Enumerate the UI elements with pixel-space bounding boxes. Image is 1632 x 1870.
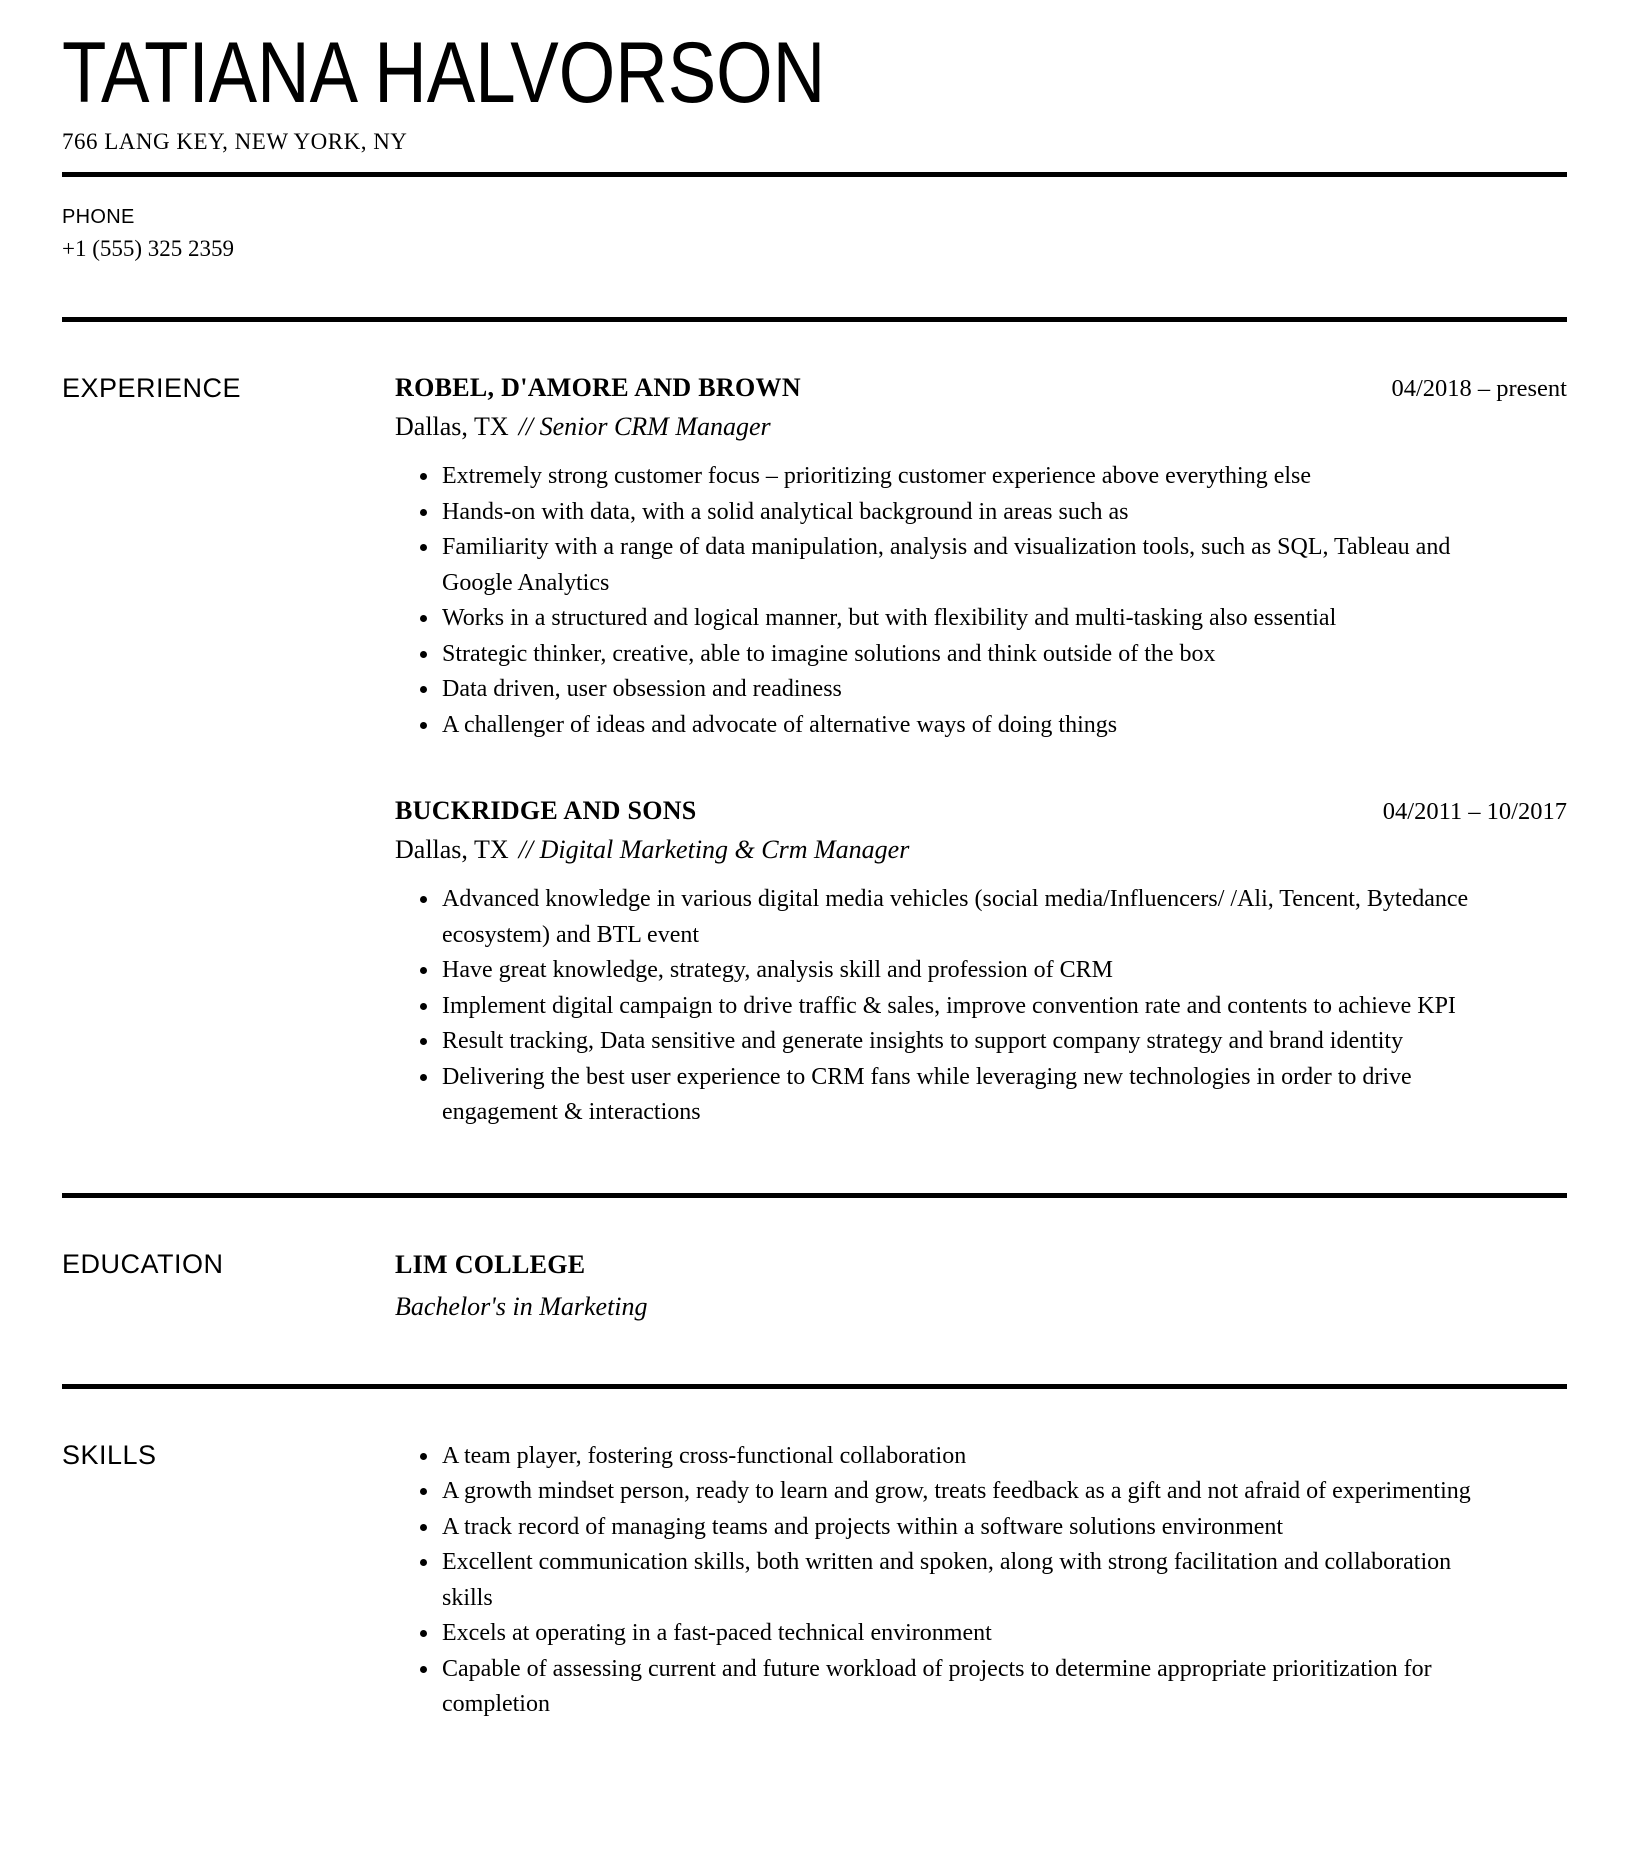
skill-item: • Excels at operating in a fast-paced technical environment [440, 1616, 1500, 1652]
phone-label: PHONE [62, 206, 135, 228]
bullet-item: • Have great knowledge, strategy, analysis skill and profession of CRM [440, 953, 1500, 989]
contact-block [62, 205, 1567, 263]
resume-header [62, 25, 1567, 156]
company-name: BUCKRIDGE AND SONS [395, 796, 697, 825]
bullet-item: • Delivering the best user experience to CRM fans while leveraging new technologies in order to drive engagement & interactions [440, 1060, 1500, 1131]
job-location-title [395, 834, 1567, 866]
bullet-item: • Advanced knowledge in various digital media vehicles (social media/Influencers/ /Ali, Tencent, Bytedance ecosystem) and BTL event [440, 882, 1500, 953]
section-skills [62, 1389, 1567, 1723]
section-label-education: EDUCATION [62, 1248, 224, 1279]
phone-number: +1 (555) 325 2359 [62, 236, 235, 261]
job-dates: 04/2011 – 10/2017 [1382, 798, 1567, 825]
bullet-item: • Works in a structured and logical manner, but with flexibility and multi-tasking also essential [440, 601, 1500, 637]
skill-item: • A track record of managing teams and projects within a software solutions environment [440, 1510, 1500, 1546]
address: 766 LANG KEY, NEW YORK, NY [62, 129, 408, 154]
school-name: LIM COLLEGE [395, 1249, 586, 1279]
bullet-item: • A challenger of ideas and advocate of alternative ways of doing things [440, 708, 1500, 744]
bullet-item: • Result tracking, Data sensitive and generate insights to support company strategy and brand identity [440, 1024, 1500, 1060]
section-label-skills: SKILLS [62, 1439, 157, 1470]
job-entry-1 [395, 372, 1567, 743]
experience-content [395, 372, 1567, 1131]
skill-item: • A growth mindset person, ready to learn and grow, treats feedback as a gift and not afraid of experimenting [440, 1474, 1500, 1510]
section-experience [62, 322, 1567, 1131]
person-name: TATIANA HALVORSON [62, 25, 826, 121]
job-entry-2 [395, 795, 1567, 1131]
section-education [62, 1198, 1567, 1324]
company-name: ROBEL, D'AMORE AND BROWN [395, 373, 801, 402]
skills-content [395, 1439, 1567, 1723]
job-bullets [395, 882, 1500, 1131]
skill-item: • Capable of assessing current and future workload of projects to determine appropriate prioritization for completion [440, 1652, 1500, 1723]
job-location-title [395, 411, 1567, 443]
bullet-item: • Hands-on with data, with a solid analytical background in areas such as [440, 495, 1500, 531]
job-bullets [395, 459, 1500, 743]
skill-item: • A team player, fostering cross-functional collaboration [440, 1439, 1500, 1475]
bullet-item: • Implement digital campaign to drive traffic & sales, improve convention rate and contents to achieve KPI [440, 989, 1500, 1025]
bullet-item: • Extremely strong customer focus – prioritizing customer experience above everything else [440, 459, 1500, 495]
divider-header [62, 172, 1567, 177]
section-label-experience: EXPERIENCE [62, 373, 242, 403]
job-location: Dallas, TX [395, 412, 509, 441]
skill-item: • Excellent communication skills, both written and spoken, along with strong facilitation and collaboration skills [440, 1545, 1500, 1616]
job-title: // Senior CRM Manager [518, 412, 771, 441]
education-content [395, 1248, 1567, 1324]
job-header [395, 372, 1567, 405]
job-location: Dallas, TX [395, 835, 509, 864]
job-title: // Digital Marketing & Crm Manager [518, 835, 910, 864]
skills-list [395, 1439, 1500, 1723]
bullet-item: • Strategic thinker, creative, able to imagine solutions and think outside of the box [440, 637, 1500, 673]
degree: Bachelor's in Marketing [395, 1291, 648, 1321]
bullet-item: • Data driven, user obsession and readiness [440, 672, 1500, 708]
bullet-item: • Familiarity with a range of data manipulation, analysis and visualization tools, such as SQL, Tableau and Google Analytics [440, 530, 1500, 601]
job-dates: 04/2018 – present [1391, 375, 1567, 402]
job-header [395, 795, 1567, 828]
